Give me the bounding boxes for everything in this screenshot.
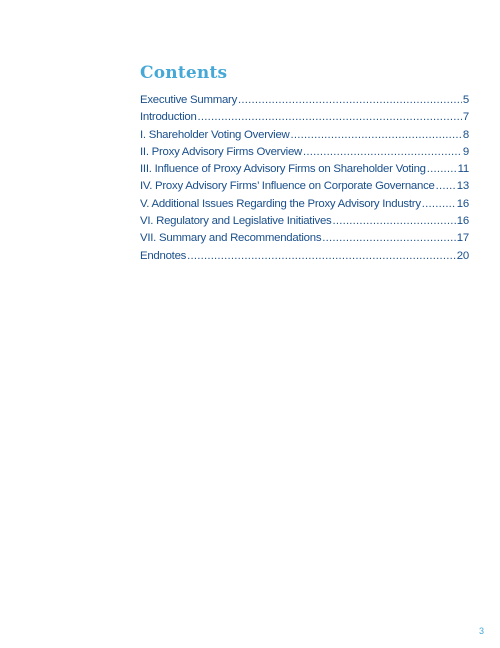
table-of-contents: [140, 94, 469, 267]
contents-heading: Contents: [140, 63, 228, 83]
toc-dot-leader: [422, 198, 456, 210]
toc-dot-leader: [303, 146, 462, 158]
toc-entry-page: 17: [456, 232, 469, 245]
toc-entry-page: 8: [462, 128, 469, 141]
toc-dot-leader: [427, 163, 457, 175]
toc-entry-page: 9: [462, 145, 469, 158]
toc-entry-executive-summary[interactable]: [140, 94, 469, 111]
toc-dot-leader: [436, 180, 456, 192]
toc-dot-leader: [322, 232, 455, 244]
toc-entry-title: II. Proxy Advisory Firms Overview: [140, 145, 303, 158]
toc-entry-title: VI. Regulatory and Legislative Initiatives: [140, 215, 332, 228]
toc-entry-title: Endnotes: [140, 249, 187, 262]
toc-entry-title: I. Shareholder Voting Overview: [140, 128, 290, 141]
toc-entry-shareholder-voting-overview[interactable]: [140, 129, 469, 146]
toc-entry-title: III. Influence of Proxy Advisory Firms on Shareholder Voting: [140, 163, 426, 176]
toc-entry-regulatory-initiatives[interactable]: [140, 215, 469, 232]
toc-entry-title: Executive Summary: [140, 94, 238, 106]
toc-entry-title: Introduction: [140, 111, 197, 124]
toc-entry-title: V. Additional Issues Regarding the Proxy Advisory Industry: [140, 197, 421, 210]
toc-entry-endnotes[interactable]: [140, 250, 469, 267]
toc-dot-leader: [198, 111, 462, 123]
toc-entry-page: 11: [457, 163, 469, 176]
toc-entry-page: 16: [456, 197, 469, 210]
toc-entry-influence-on-shareholder-voting[interactable]: [140, 163, 469, 180]
toc-entry-summary-and-recommendations[interactable]: [140, 232, 469, 249]
toc-dot-leader: [291, 129, 462, 141]
toc-entry-title: VII. Summary and Recommendations: [140, 232, 322, 245]
toc-entry-additional-issues[interactable]: [140, 198, 469, 215]
toc-entry-page: 16: [456, 215, 469, 228]
toc-entry-introduction[interactable]: [140, 111, 469, 128]
toc-entry-page: 13: [456, 180, 469, 193]
toc-entry-title: IV. Proxy Advisory Firms’ Influence on Corporate Governance: [140, 180, 435, 193]
page-number: 3: [479, 626, 485, 636]
toc-entry-page: 20: [456, 249, 469, 262]
toc-dot-leader: [187, 250, 456, 262]
toc-entry-influence-on-corporate-governance[interactable]: [140, 180, 469, 197]
toc-entry-page: 7: [462, 111, 469, 124]
toc-entry-page: 5: [462, 94, 469, 106]
toc-dot-leader: [332, 215, 455, 227]
toc-dot-leader: [238, 94, 462, 106]
toc-entry-proxy-advisory-firms-overview[interactable]: [140, 146, 469, 163]
